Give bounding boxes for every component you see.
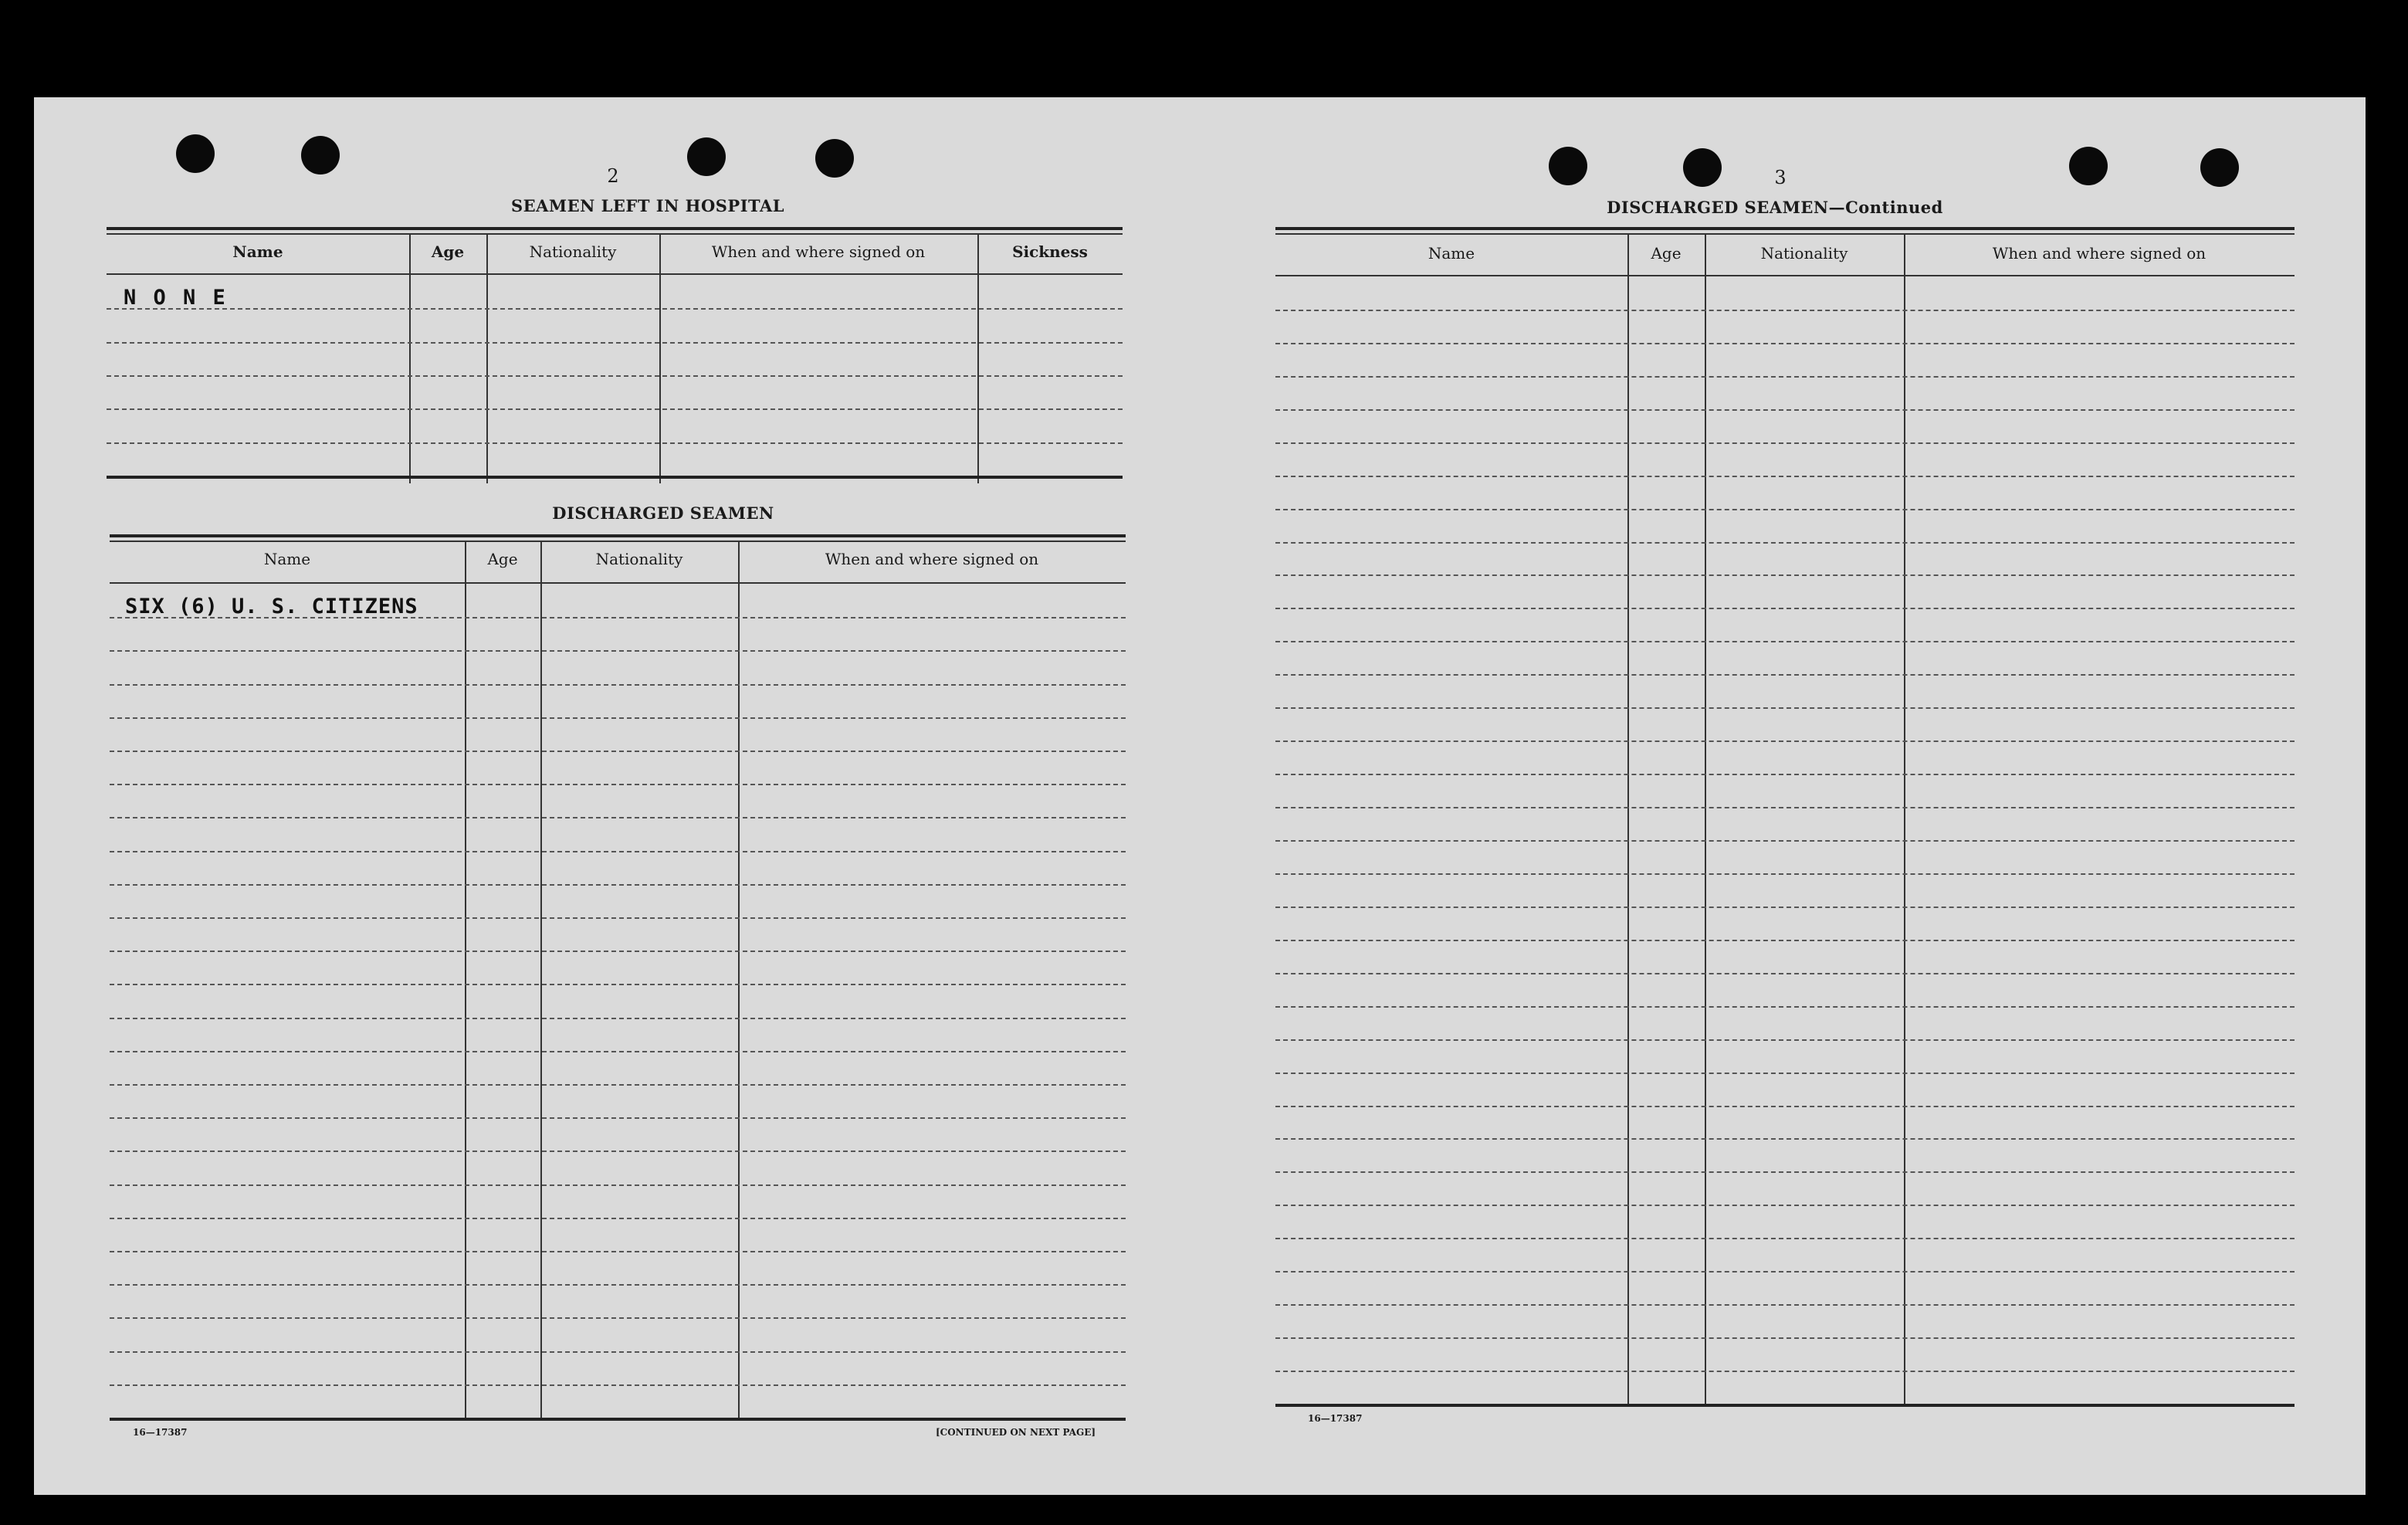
row-rule (110, 1284, 1126, 1286)
row-rule (107, 375, 1123, 377)
hospital-header-nationality: Nationality (529, 242, 617, 261)
hospital-entry: N O N E (124, 286, 228, 310)
right-title (1493, 198, 2057, 217)
row-rule (110, 951, 1126, 952)
row-rule (110, 684, 1126, 686)
row-rule (1275, 608, 2295, 609)
row-rule (1275, 840, 2295, 842)
row-rule (110, 1151, 1126, 1152)
row-rule (107, 342, 1123, 344)
row-rule (1275, 310, 2295, 311)
row-rule (110, 751, 1126, 752)
row-rule (1275, 774, 2295, 775)
discharged-table (110, 534, 1126, 1430)
row-rule (110, 1051, 1126, 1052)
punch-hole (2069, 147, 2108, 185)
row-rule (110, 817, 1126, 818)
row-rule (110, 650, 1126, 652)
row-rule (110, 1251, 1126, 1252)
row-rule (1275, 1304, 2295, 1306)
right-header-age: Age (1651, 244, 1682, 263)
row-rule (110, 984, 1126, 985)
right-header-nationality: Nationality (1760, 244, 1848, 263)
row-rule (110, 784, 1126, 785)
row-rule (110, 1384, 1126, 1386)
right-header-name: Name (1428, 244, 1475, 263)
discharged-header-age: Age (487, 550, 518, 568)
row-rule (1275, 574, 2295, 576)
row-rule (1275, 707, 2295, 709)
row-rule (1275, 1006, 2295, 1008)
row-rule (107, 308, 1123, 310)
row-rule (1275, 1171, 2295, 1173)
hospital-header-age: Age (431, 242, 465, 261)
document-sheet (34, 97, 2366, 1495)
punch-hole (687, 137, 726, 176)
row-rule (110, 1084, 1126, 1086)
row-rule (1275, 940, 2295, 941)
row-rule (1275, 376, 2295, 378)
punch-hole (1683, 148, 1722, 187)
discharged-entry: SIX (6) U. S. CITIZENS (125, 595, 418, 618)
row-rule (110, 851, 1126, 852)
row-rule (110, 917, 1126, 919)
row-rule (1275, 873, 2295, 875)
row-rule (110, 717, 1126, 719)
row-rule (1275, 973, 2295, 974)
row-rule (107, 408, 1123, 410)
hospital-title: SEAMEN LEFT IN HOSPITAL (510, 196, 785, 215)
row-rule (1275, 740, 2295, 742)
hospital-table (107, 227, 1123, 582)
row-rule (1275, 442, 2295, 444)
right-page-number: 3 (1774, 167, 1787, 188)
row-rule (1275, 1238, 2295, 1239)
row-rule (1275, 641, 2295, 642)
right-discharged-table (1275, 227, 2295, 1432)
row-rule (1275, 1371, 2295, 1372)
row-rule (1275, 1205, 2295, 1206)
right-header-signed-on: When and where signed on (1992, 244, 2206, 263)
row-rule (110, 1018, 1126, 1019)
discharged-header-name: Name (263, 550, 311, 568)
right-title-main: DISCHARGED SEAMEN (1607, 198, 1829, 217)
row-rule (1275, 476, 2295, 477)
right-form-number: 16—17387 (1308, 1413, 1363, 1424)
punch-hole (301, 136, 340, 175)
left-page-number: 2 (607, 165, 619, 187)
row-rule (1275, 1039, 2295, 1041)
row-rule (1275, 674, 2295, 676)
row-rule (110, 1317, 1126, 1319)
row-rule (1275, 542, 2295, 544)
row-rule (1275, 343, 2295, 344)
row-rule (1275, 1337, 2295, 1339)
left-form-number: 16—17387 (133, 1427, 188, 1438)
row-rule (110, 1351, 1126, 1353)
row-rule (1275, 1106, 2295, 1107)
discharged-header-nationality: Nationality (595, 550, 683, 568)
right-title-suffix: —Continued (1828, 198, 1943, 217)
discharged-header-signed-on: When and where signed on (825, 550, 1039, 568)
row-rule (1275, 807, 2295, 808)
hospital-header-sickness: Sickness (1012, 242, 1088, 261)
row-rule (1275, 1271, 2295, 1273)
row-rule (107, 442, 1123, 444)
row-rule (110, 884, 1126, 886)
row-rule (110, 1218, 1126, 1219)
row-rule (1275, 509, 2295, 510)
punch-hole (176, 134, 215, 173)
row-rule (1275, 907, 2295, 908)
row-rule (1275, 1073, 2295, 1074)
hospital-header-name: Name (232, 242, 283, 261)
punch-hole (815, 139, 854, 178)
row-rule (1275, 1138, 2295, 1140)
row-rule (1275, 409, 2295, 411)
punch-hole (2200, 148, 2239, 187)
row-rule (110, 1117, 1126, 1119)
hospital-header-signed-on: When and where signed on (711, 242, 926, 261)
discharged-title: DISCHARGED SEAMEN (552, 503, 774, 523)
punch-hole (1549, 147, 1587, 185)
row-rule (110, 1184, 1126, 1186)
continued-note: [CONTINUED ON NEXT PAGE] (936, 1427, 1096, 1438)
